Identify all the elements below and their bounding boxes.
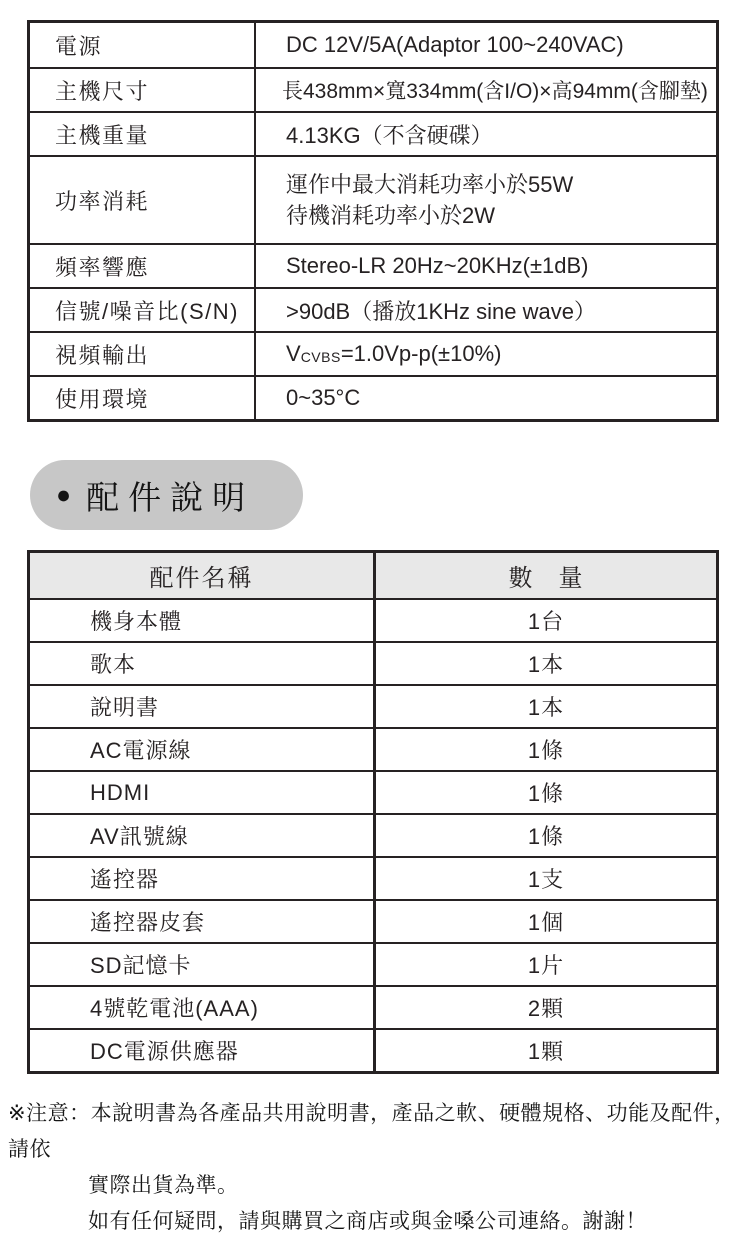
spec-label: 視頻輸出 [30, 333, 256, 375]
table-row [30, 155, 716, 243]
table-header-row [30, 553, 716, 598]
spec-label: 使用環境 [30, 377, 256, 419]
accessory-quantity: 1本 [527, 695, 565, 720]
spec-label: 主機尺寸 [30, 69, 256, 111]
accessory-quantity: 1顆 [527, 1039, 565, 1064]
video-out-v: V [286, 341, 301, 366]
bullet-icon: ● [56, 480, 72, 509]
header-quantity: 數 量 [508, 565, 584, 592]
spec-value: 0~35°C [286, 385, 361, 410]
video-out-cvbs: CVBS [300, 348, 341, 365]
accessory-name: 遙控器皮套 [30, 901, 376, 942]
footnote [8, 1096, 746, 1240]
table-row [30, 770, 716, 813]
table-row [30, 111, 716, 155]
table-row [30, 899, 716, 942]
accessory-quantity: 1條 [527, 738, 565, 763]
video-out-rest: =1.0Vp-p(±10%) [340, 341, 502, 366]
spec-label: 頻率響應 [30, 245, 256, 287]
table-row [30, 641, 716, 684]
footnote-line-2: 實際出貨為準。 [88, 1174, 239, 1197]
table-row [30, 985, 716, 1028]
table-row [30, 727, 716, 770]
accessory-name: 機身本體 [30, 600, 376, 641]
table-row [30, 67, 716, 111]
table-row [30, 684, 716, 727]
table-row [30, 1028, 716, 1071]
spec-value [256, 333, 716, 375]
accessory-quantity: 1本 [527, 652, 565, 677]
accessory-quantity: 1台 [527, 609, 565, 634]
accessory-quantity: 1支 [527, 867, 565, 892]
spec-label: 信號/噪音比(S/N) [30, 289, 256, 331]
accessory-name: HDMI [30, 772, 376, 813]
table-row [30, 243, 716, 287]
table-row [30, 331, 716, 375]
accessory-name: 說明書 [30, 686, 376, 727]
accessory-quantity: 1條 [527, 781, 565, 806]
accessory-name: 遙控器 [30, 858, 376, 899]
spec-value: Stereo-LR 20Hz~20KHz(±1dB) [286, 253, 589, 278]
spec-label: 功率消耗 [30, 157, 256, 243]
spec-value [256, 157, 716, 243]
spec-value: 4.13KG（不含硬碟） [286, 122, 493, 148]
accessory-name: AC電源線 [30, 729, 376, 770]
accessory-name: 4號乾電池(AAA) [30, 987, 376, 1028]
section-title: 配件說明 [86, 478, 255, 516]
table-row [30, 598, 716, 641]
footnote-line-3: 如有任何疑問，請與購買之商店或與金嗓公司連絡。謝謝！ [88, 1210, 647, 1233]
accessory-quantity: 2顆 [527, 996, 565, 1021]
footnote-line-1: ※注意：本說明書為各產品共用說明書，產品之軟、硬體規格、功能及配件，請依 [8, 1102, 736, 1161]
accessory-quantity: 1個 [527, 910, 565, 935]
spec-value-line2: 待機消耗功率小於2W [286, 203, 496, 228]
accessory-name: 歌本 [30, 643, 376, 684]
accessories-table [27, 550, 719, 1074]
spec-table [27, 20, 719, 422]
spec-value-line1: 運作中最大消耗功率小於55W [286, 172, 574, 197]
header-accessory-name: 配件名稱 [30, 553, 376, 598]
table-row [30, 813, 716, 856]
accessory-name: AV訊號線 [30, 815, 376, 856]
table-row [30, 856, 716, 899]
accessory-name: DC電源供應器 [30, 1030, 376, 1071]
table-row [30, 942, 716, 985]
spec-value: DC 12V/5A(Adaptor 100~240VAC) [286, 32, 624, 57]
accessory-quantity: 1條 [527, 824, 565, 849]
section-header-pill [30, 460, 303, 530]
spec-label: 電源 [30, 23, 256, 67]
accessory-name: SD記憶卡 [30, 944, 376, 985]
spec-value: >90dB（播放1KHz sine wave） [286, 298, 596, 324]
accessory-quantity: 1片 [527, 953, 565, 978]
table-row [30, 375, 716, 419]
spec-label: 主機重量 [30, 113, 256, 155]
table-row [30, 287, 716, 331]
table-row [30, 23, 716, 67]
spec-value: 長438mm×寬334mm(含I/O)×高94mm(含腳墊) [282, 80, 708, 103]
